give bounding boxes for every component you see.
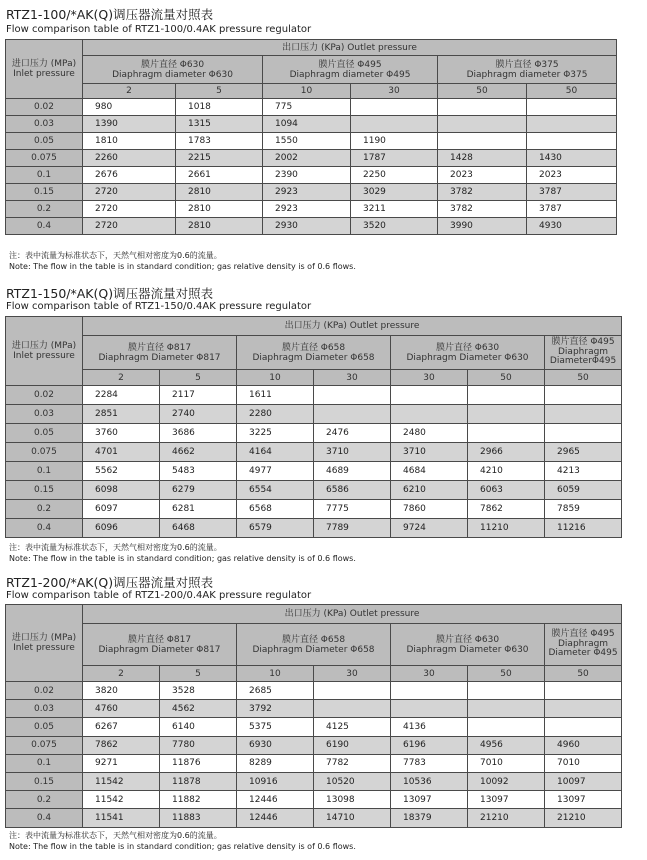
flow-value-cell: 11882 [160, 791, 237, 809]
table-row [6, 700, 622, 718]
group-label-cn: 膜片直径 Φ630 [140, 59, 205, 70]
diaphragm-group-header [237, 624, 391, 666]
flow-value-cell: 2250 [351, 167, 438, 184]
flow-value-cell: 1315 [176, 116, 263, 133]
inlet-pressure-cell: 0.03 [6, 700, 83, 718]
flow-value-cell: 18379 [391, 809, 468, 827]
flow-value-cell: 11878 [160, 772, 237, 790]
table-2-note-cn: 注：表中流量为标准状态下，天然气相对密度为0.6的流量。 [9, 543, 222, 552]
flow-value-cell: 12446 [237, 791, 314, 809]
table-2 [5, 316, 622, 538]
flow-value-cell [314, 405, 391, 424]
flow-value-cell: 21210 [468, 809, 545, 827]
inlet-pressure-cell: 0.15 [6, 481, 83, 500]
table-row [6, 718, 622, 736]
flow-value-cell: 7862 [468, 500, 545, 519]
flow-value-cell: 2720 [83, 218, 176, 235]
flow-value-cell: 2923 [263, 201, 351, 218]
diaphragm-group-header [83, 624, 237, 666]
inlet-pressure-cell: 0.02 [6, 99, 83, 116]
flow-value-cell: 6930 [237, 736, 314, 754]
flow-value-cell [527, 133, 617, 150]
flow-value-cell: 6140 [160, 718, 237, 736]
pressure-column-header: 50 [438, 84, 527, 99]
flow-value-cell: 4960 [545, 736, 622, 754]
flow-value-cell: 3792 [237, 700, 314, 718]
flow-value-cell: 2284 [83, 386, 160, 405]
pressure-column-header: 50 [468, 666, 545, 682]
flow-value-cell: 6098 [83, 481, 160, 500]
table-row [6, 500, 622, 519]
table-body [6, 99, 617, 235]
flow-value-cell: 1550 [263, 133, 351, 150]
diaphragm-group-header [83, 56, 263, 84]
flow-value-cell: 4213 [545, 462, 622, 481]
group-label-cn: 膜片直径 Φ495 [551, 337, 615, 348]
flow-value-cell: 7859 [545, 500, 622, 519]
inlet-pressure-cell: 0.4 [6, 809, 83, 827]
flow-value-cell: 11216 [545, 519, 622, 538]
flow-value-cell: 13097 [468, 791, 545, 809]
inlet-pressure-cell: 0.02 [6, 386, 83, 405]
flow-value-cell: 3710 [391, 443, 468, 462]
flow-value-cell [351, 116, 438, 133]
group-label-cn: 膜片直径 Φ375 [495, 59, 559, 70]
flow-value-cell: 4930 [527, 218, 617, 235]
flow-value-cell: 11210 [468, 519, 545, 538]
group-label-en: Diaphragm diameter Φ495 [289, 69, 411, 80]
diaphragm-group-header [438, 56, 617, 84]
pressure-column-header: 2 [83, 84, 176, 99]
pressure-column-header: 5 [176, 84, 263, 99]
flow-value-cell: 13097 [545, 791, 622, 809]
flow-value-cell [468, 386, 545, 405]
flow-value-cell: 6568 [237, 500, 314, 519]
table-2-subtitle: Flow comparison table of RTZ1-150/0.4AK pressure regulator [6, 301, 312, 312]
flow-value-cell: 1390 [83, 116, 176, 133]
outlet-pressure-header: 出口压力 (KPa) Outlet pressure [83, 317, 622, 336]
flow-value-cell: 7775 [314, 500, 391, 519]
flow-value-cell: 4125 [314, 718, 391, 736]
table-row [6, 201, 617, 218]
diaphragm-group-header [237, 336, 391, 370]
group-label-en: Diaphragm DiameterΦ495 [549, 346, 617, 367]
flow-value-cell: 1611 [237, 386, 314, 405]
table-3-subtitle: Flow comparison table of RTZ1-200/0.4AK pressure regulator [6, 590, 312, 601]
flow-value-cell: 6210 [391, 481, 468, 500]
table-row [6, 462, 622, 481]
flow-value-cell: 2720 [83, 201, 176, 218]
flow-value-cell: 3787 [527, 201, 617, 218]
flow-value-cell: 2390 [263, 167, 351, 184]
table-row [6, 133, 617, 150]
inlet-pressure-cell: 0.15 [6, 772, 83, 790]
inlet-label-en: Inlet pressure [13, 69, 75, 79]
flow-value-cell: 1783 [176, 133, 263, 150]
flow-value-cell: 2966 [468, 443, 545, 462]
group-label-cn: 膜片直径 Φ658 [281, 634, 346, 645]
flow-value-cell: 775 [263, 99, 351, 116]
flow-value-cell [545, 700, 622, 718]
flow-value-cell: 7010 [468, 754, 545, 772]
flow-value-cell: 11876 [160, 754, 237, 772]
pressure-column-header: 10 [263, 84, 351, 99]
flow-value-cell: 11541 [83, 809, 160, 827]
flow-value-cell: 7789 [314, 519, 391, 538]
table-3-title: RTZ1-200/*AK(Q)调压器流量对照表 [6, 575, 214, 590]
flow-value-cell: 1018 [176, 99, 263, 116]
flow-value-cell: 2002 [263, 150, 351, 167]
flow-value-cell: 13097 [391, 791, 468, 809]
inlet-pressure-cell: 0.075 [6, 443, 83, 462]
flow-value-cell: 4684 [391, 462, 468, 481]
flow-value-cell [438, 99, 527, 116]
flow-value-cell: 10520 [314, 772, 391, 790]
table-2-title: RTZ1-150/*AK(Q)调压器流量对照表 [6, 286, 214, 301]
flow-value-cell: 4662 [160, 443, 237, 462]
inlet-pressure-cell: 0.1 [6, 754, 83, 772]
flow-value-cell: 2023 [527, 167, 617, 184]
flow-value-cell: 2810 [176, 201, 263, 218]
flow-value-cell: 1094 [263, 116, 351, 133]
flow-value-cell: 6468 [160, 519, 237, 538]
flow-value-cell [314, 386, 391, 405]
flow-value-cell: 4562 [160, 700, 237, 718]
inlet-label-cn: 进口压力 (MPa) [11, 59, 77, 69]
flow-value-cell: 13098 [314, 791, 391, 809]
flow-value-cell: 4701 [83, 443, 160, 462]
flow-value-cell: 6279 [160, 481, 237, 500]
flow-value-cell: 6281 [160, 500, 237, 519]
flow-value-cell: 2676 [83, 167, 176, 184]
flow-value-cell: 4956 [468, 736, 545, 754]
flow-value-cell: 3990 [438, 218, 527, 235]
pressure-column-header: 10 [237, 666, 314, 682]
inlet-pressure-cell: 0.075 [6, 150, 83, 167]
table-row [6, 386, 622, 405]
flow-value-cell [527, 99, 617, 116]
flow-value-cell [351, 99, 438, 116]
inlet-label-en: Inlet pressure [13, 351, 75, 361]
flow-value-cell: 2685 [237, 682, 314, 700]
inlet-pressure-cell: 0.05 [6, 718, 83, 736]
table-row [6, 167, 617, 184]
flow-value-cell: 6554 [237, 481, 314, 500]
group-label-en: Diaphragm Diameter Φ658 [252, 352, 375, 363]
flow-value-cell: 4760 [83, 700, 160, 718]
flow-value-cell: 5375 [237, 718, 314, 736]
table-row [6, 218, 617, 235]
flow-value-cell: 980 [83, 99, 176, 116]
inlet-pressure-cell: 0.15 [6, 184, 83, 201]
flow-value-cell: 6190 [314, 736, 391, 754]
diaphragm-group-header [545, 624, 622, 666]
inlet-pressure-cell: 0.2 [6, 500, 83, 519]
flow-value-cell [468, 405, 545, 424]
flow-value-cell: 10536 [391, 772, 468, 790]
group-label-en: Diaphragm Diameter Φ658 [252, 644, 375, 655]
table-row [6, 772, 622, 790]
flow-value-cell [468, 424, 545, 443]
inlet-pressure-cell: 0.05 [6, 133, 83, 150]
pressure-column-header: 10 [237, 370, 314, 386]
flow-value-cell: 12446 [237, 809, 314, 827]
table-row [6, 809, 622, 827]
inlet-pressure-cell: 0.03 [6, 405, 83, 424]
flow-value-cell: 6579 [237, 519, 314, 538]
diaphragm-group-header [391, 336, 545, 370]
pressure-column-header: 2 [83, 370, 160, 386]
flow-value-cell: 7783 [391, 754, 468, 772]
group-label-en: Diaphragm diameter Φ630 [112, 69, 233, 80]
flow-value-cell: 2260 [83, 150, 176, 167]
inlet-pressure-cell: 0.2 [6, 791, 83, 809]
flow-value-cell: 2923 [263, 184, 351, 201]
inlet-label-en: Inlet pressure [13, 643, 75, 653]
flow-value-cell: 2810 [176, 218, 263, 235]
flow-value-cell: 2117 [160, 386, 237, 405]
flow-value-cell [314, 700, 391, 718]
flow-value-cell [391, 405, 468, 424]
flow-value-cell: 2480 [391, 424, 468, 443]
flow-value-cell: 6586 [314, 481, 391, 500]
inlet-pressure-header [6, 317, 83, 386]
table-3 [5, 604, 622, 828]
flow-value-cell: 7010 [545, 754, 622, 772]
inlet-pressure-header [6, 40, 83, 99]
flow-value-cell: 11542 [83, 772, 160, 790]
pressure-column-header: 50 [468, 370, 545, 386]
group-label-en: Diaphragm diameter Φ375 [466, 69, 588, 80]
table-row [6, 405, 622, 424]
flow-value-cell: 3225 [237, 424, 314, 443]
flow-value-cell: 11542 [83, 791, 160, 809]
flow-value-cell [545, 405, 622, 424]
flow-value-cell: 6097 [83, 500, 160, 519]
pressure-column-header: 30 [391, 666, 468, 682]
flow-value-cell: 14710 [314, 809, 391, 827]
flow-value-cell: 3211 [351, 201, 438, 218]
inlet-pressure-cell: 0.4 [6, 218, 83, 235]
flow-value-cell: 3520 [351, 218, 438, 235]
table-1-note-en: Note: The flow in the table is in standard condition; gas relative density is of 0.6 flows. [9, 262, 356, 271]
group-label-en: Diaphragm Diameter Φ817 [98, 644, 221, 655]
flow-value-cell: 10092 [468, 772, 545, 790]
table-row [6, 424, 622, 443]
pressure-column-header: 50 [527, 84, 617, 99]
inlet-pressure-cell: 0.4 [6, 519, 83, 538]
flow-value-cell: 2810 [176, 184, 263, 201]
flow-value-cell [545, 718, 622, 736]
group-label-cn: 膜片直径 Φ658 [281, 342, 346, 353]
pressure-column-header: 30 [314, 370, 391, 386]
diaphragm-group-header [83, 336, 237, 370]
inlet-pressure-cell: 0.2 [6, 201, 83, 218]
flow-value-cell: 4689 [314, 462, 391, 481]
group-label-en: Diaphragm Diameter Φ817 [98, 352, 221, 363]
flow-value-cell [545, 682, 622, 700]
pressure-column-header: 50 [545, 370, 622, 386]
flow-value-cell: 7860 [391, 500, 468, 519]
inlet-label-cn: 进口压力 (MPa) [11, 633, 77, 643]
group-label-cn: 膜片直径 Φ495 [551, 629, 615, 640]
flow-value-cell [438, 133, 527, 150]
flow-value-cell: 6063 [468, 481, 545, 500]
flow-value-cell [527, 116, 617, 133]
inlet-pressure-cell: 0.075 [6, 736, 83, 754]
table-row [6, 150, 617, 167]
flow-value-cell: 2965 [545, 443, 622, 462]
flow-value-cell: 6096 [83, 519, 160, 538]
inlet-pressure-cell: 0.02 [6, 682, 83, 700]
pressure-column-header: 30 [391, 370, 468, 386]
table-body [6, 682, 622, 828]
group-label-cn: 膜片直径 Φ495 [318, 59, 382, 70]
flow-value-cell: 9271 [83, 754, 160, 772]
table-1 [5, 39, 617, 235]
flow-value-cell: 5483 [160, 462, 237, 481]
diaphragm-group-header [263, 56, 438, 84]
group-label-cn: 膜片直径 Φ630 [435, 634, 500, 645]
flow-value-cell: 4210 [468, 462, 545, 481]
flow-value-cell [314, 682, 391, 700]
table-row [6, 791, 622, 809]
flow-value-cell: 2851 [83, 405, 160, 424]
table-1-subtitle: Flow comparison table of RTZ1-100/0.4AK pressure regulator [6, 24, 312, 35]
flow-value-cell: 3782 [438, 184, 527, 201]
flow-value-cell: 3760 [83, 424, 160, 443]
flow-value-cell [391, 700, 468, 718]
flow-value-cell: 1428 [438, 150, 527, 167]
pressure-column-header: 30 [351, 84, 438, 99]
flow-value-cell: 2476 [314, 424, 391, 443]
group-label-cn: 膜片直径 Φ817 [127, 342, 192, 353]
table-1-note-cn: 注：表中流量为标准状态下，天然气相对密度为0.6的流量。 [9, 251, 222, 260]
flow-value-cell: 2280 [237, 405, 314, 424]
flow-value-cell: 3787 [527, 184, 617, 201]
flow-value-cell: 2930 [263, 218, 351, 235]
diaphragm-group-header [545, 336, 622, 370]
flow-value-cell: 6059 [545, 481, 622, 500]
pressure-column-header: 2 [83, 666, 160, 682]
table-3-note-en: Note: The flow in the table is in standard condition; gas relative density is of 0.6 flows. [9, 842, 356, 851]
flow-value-cell [438, 116, 527, 133]
table-row [6, 682, 622, 700]
flow-value-cell: 4136 [391, 718, 468, 736]
flow-value-cell [468, 682, 545, 700]
table-row [6, 184, 617, 201]
group-label-en: Diaphragm Diameter Φ630 [406, 352, 529, 363]
group-label-cn: 膜片直径 Φ630 [435, 342, 500, 353]
flow-value-cell: 3782 [438, 201, 527, 218]
flow-value-cell [468, 718, 545, 736]
table-3-note-cn: 注：表中流量为标准状态下，天然气相对密度为0.6的流量。 [9, 831, 222, 840]
flow-value-cell: 2720 [83, 184, 176, 201]
flow-value-cell: 1810 [83, 133, 176, 150]
flow-value-cell: 6267 [83, 718, 160, 736]
flow-value-cell [391, 682, 468, 700]
flow-value-cell: 5562 [83, 462, 160, 481]
diaphragm-group-header [391, 624, 545, 666]
flow-value-cell: 2215 [176, 150, 263, 167]
flow-value-cell: 2740 [160, 405, 237, 424]
flow-value-cell: 7862 [83, 736, 160, 754]
flow-value-cell: 1190 [351, 133, 438, 150]
table-row [6, 116, 617, 133]
flow-value-cell: 7780 [160, 736, 237, 754]
flow-value-cell: 4977 [237, 462, 314, 481]
pressure-column-header: 5 [160, 666, 237, 682]
flow-value-cell: 7782 [314, 754, 391, 772]
flow-value-cell: 1787 [351, 150, 438, 167]
flow-value-cell: 3686 [160, 424, 237, 443]
flow-value-cell: 8289 [237, 754, 314, 772]
flow-value-cell: 4164 [237, 443, 314, 462]
table-row [6, 754, 622, 772]
flow-value-cell: 10916 [237, 772, 314, 790]
flow-value-cell: 9724 [391, 519, 468, 538]
group-label-en: Diaphragm Diameter Φ495 [548, 638, 618, 659]
pressure-column-header: 30 [314, 666, 391, 682]
table-2-note-en: Note: The flow in the table is in standard condition; gas relative density is of 0.6 flows. [9, 554, 356, 563]
outlet-pressure-header: 出口压力 (KPa) Outlet pressure [83, 605, 622, 624]
flow-value-cell [468, 700, 545, 718]
table-1-title: RTZ1-100/*AK(Q)调压器流量对照表 [6, 7, 214, 22]
table-row [6, 519, 622, 538]
inlet-pressure-header [6, 605, 83, 682]
flow-value-cell: 2661 [176, 167, 263, 184]
table-row [6, 481, 622, 500]
pressure-column-header: 5 [160, 370, 237, 386]
outlet-pressure-header: 出口压力 (KPa) Outlet pressure [83, 40, 617, 56]
table-body [6, 386, 622, 538]
flow-value-cell: 2023 [438, 167, 527, 184]
pressure-column-header: 50 [545, 666, 622, 682]
flow-value-cell [391, 386, 468, 405]
table-row [6, 736, 622, 754]
inlet-label-cn: 进口压力 (MPa) [11, 341, 77, 351]
inlet-pressure-cell: 0.05 [6, 424, 83, 443]
flow-value-cell: 6196 [391, 736, 468, 754]
inlet-pressure-cell: 0.1 [6, 462, 83, 481]
flow-value-cell: 10097 [545, 772, 622, 790]
flow-value-cell [545, 424, 622, 443]
flow-value-cell: 3710 [314, 443, 391, 462]
flow-value-cell [545, 386, 622, 405]
flow-value-cell: 3029 [351, 184, 438, 201]
table-row [6, 99, 617, 116]
inlet-pressure-cell: 0.1 [6, 167, 83, 184]
flow-value-cell: 21210 [545, 809, 622, 827]
group-label-cn: 膜片直径 Φ817 [127, 634, 192, 645]
flow-value-cell: 3820 [83, 682, 160, 700]
flow-value-cell: 11883 [160, 809, 237, 827]
flow-value-cell: 3528 [160, 682, 237, 700]
inlet-pressure-cell: 0.03 [6, 116, 83, 133]
flow-value-cell: 1430 [527, 150, 617, 167]
table-row [6, 443, 622, 462]
group-label-en: Diaphragm Diameter Φ630 [406, 644, 529, 655]
